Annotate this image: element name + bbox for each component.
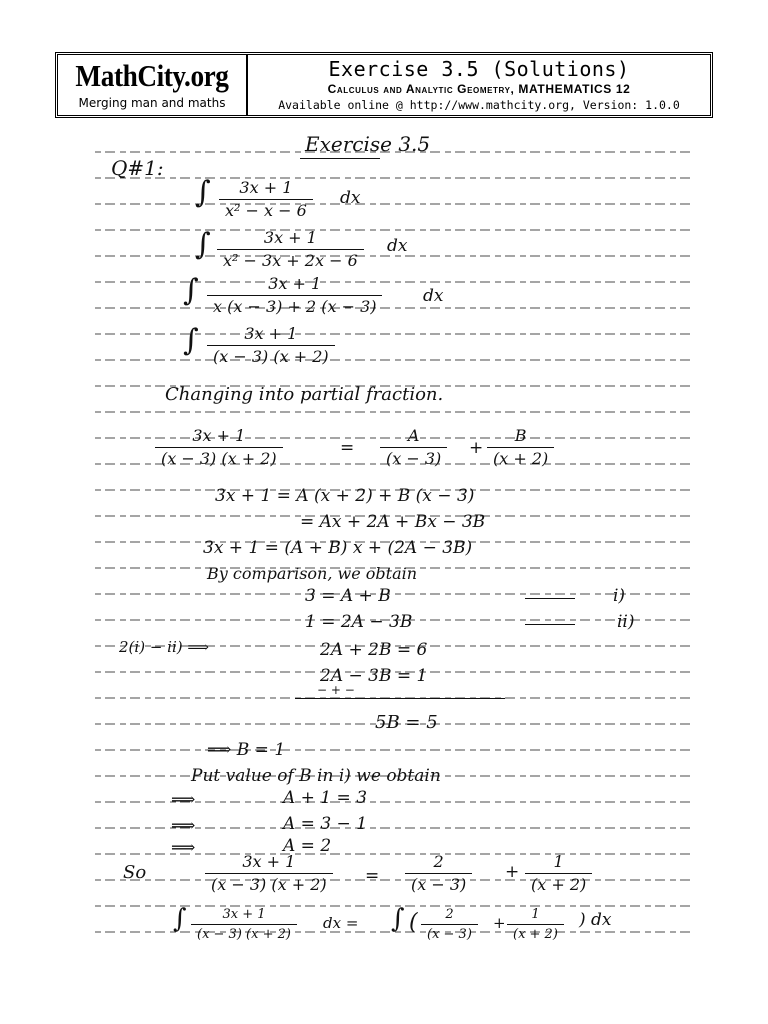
so-label: So	[123, 862, 147, 883]
implies-arrow: ⟹	[171, 838, 196, 858]
fraction	[205, 854, 333, 893]
denominator: x² − x − 6	[219, 199, 313, 219]
numerator: 3x + 1	[239, 178, 293, 197]
plus-sign: +	[493, 914, 506, 932]
fraction	[207, 276, 382, 315]
equals-sign: =	[340, 438, 355, 458]
denominator: (x − 3) (x + 2)	[191, 924, 297, 941]
denominator: (x + 2)	[525, 873, 592, 893]
step-line: 5B = 5	[375, 712, 438, 733]
question-label: Q#1:	[111, 156, 164, 180]
title-cell	[248, 55, 710, 115]
fraction	[487, 428, 554, 467]
dx-label: dx	[340, 188, 361, 208]
numerator: 3x + 1	[222, 907, 266, 922]
denominator: (x − 3) (x + 2)	[205, 873, 333, 893]
equation-i: 3 = A + B	[305, 586, 391, 606]
fraction	[191, 908, 297, 941]
availability-line[interactable]: Available online @ http://www.mathcity.org, Version: 1.0.0	[278, 98, 680, 112]
step-line: By comparison, we obtain	[207, 564, 418, 583]
tagline: Merging man and maths	[78, 96, 226, 110]
step-line: = Ax + 2A + Bx − 3B	[300, 512, 486, 532]
partial-fraction-heading: Changing into partial fraction.	[165, 384, 444, 405]
integral-sign: ∫	[183, 273, 199, 308]
fraction	[207, 326, 335, 365]
logo-cell	[58, 55, 248, 115]
denominator: x (x − 3) + 2 (x − 3)	[207, 295, 382, 315]
integral-sign: ∫	[195, 175, 211, 210]
fraction	[421, 908, 478, 941]
step-line: 3x + 1 = (A + B) x + (2A − 3B)	[203, 538, 473, 558]
header-box	[55, 52, 713, 118]
step-line: A + 1 = 3	[283, 788, 368, 808]
exercise-subtitle: Calculus and Analytic Geometry, MATHEMATICS 12	[327, 82, 631, 96]
numerator: 2	[433, 852, 444, 871]
denominator: (x − 3)	[380, 447, 447, 467]
numerator: 3x + 1	[268, 274, 322, 293]
step-line: A = 2	[283, 836, 332, 856]
denominator: (x − 3) (x + 2)	[207, 345, 335, 365]
fraction	[405, 854, 472, 893]
mathcity-logo[interactable]: MathCity.org	[75, 58, 229, 93]
step-line: A = 3 − 1	[283, 814, 368, 834]
operation-label: 2(i) − ii) ⟹	[119, 638, 209, 656]
numerator: 3x + 1	[263, 228, 317, 247]
fraction	[380, 428, 447, 467]
heading-underline	[300, 158, 380, 159]
fraction	[525, 854, 592, 893]
numerator: 3x + 1	[244, 324, 298, 343]
integral-sign: ∫	[173, 904, 187, 934]
denominator: (x + 2)	[487, 447, 554, 467]
numerator: 3x + 1	[192, 426, 246, 445]
denominator: (x + 2)	[507, 924, 564, 941]
numerator: B	[514, 426, 527, 445]
numerator: 1	[553, 852, 564, 871]
fraction	[219, 180, 313, 219]
plus-sign: +	[469, 438, 484, 458]
integral-sign: ∫	[195, 227, 211, 262]
numerator: 3x + 1	[242, 852, 296, 871]
denominator: x² − 3x + 2x − 6	[217, 249, 364, 269]
numerator: A	[407, 426, 420, 445]
numerator: 2	[445, 907, 454, 922]
numerator: 1	[531, 907, 540, 922]
implies-arrow: ⟹	[171, 816, 196, 836]
integral-sign: ∫	[391, 904, 405, 934]
step-line: Put value of B in i) we obtain	[191, 766, 441, 786]
dx-label: dx	[387, 236, 408, 256]
exercise-title: Exercise 3.5 (Solutions)	[328, 57, 630, 81]
plus-sign: +	[505, 862, 520, 882]
step-line: 2A − 3B = 1	[320, 666, 428, 686]
close-paren-dx: ) dx	[579, 910, 612, 930]
equation-tag: i)	[613, 586, 626, 606]
fraction	[507, 908, 564, 941]
fraction	[217, 230, 364, 269]
tag-line	[525, 624, 575, 625]
tag-line	[525, 598, 575, 599]
fraction	[155, 428, 283, 467]
equals-sign: =	[365, 866, 380, 886]
equation-tag: ii)	[617, 612, 635, 632]
dx-label: dx	[423, 286, 444, 306]
step-line: 3x + 1 = A (x + 2) + B (x − 3)	[215, 486, 475, 506]
notebook-page	[95, 122, 705, 962]
step-line: ⟹ B = 1	[207, 740, 286, 760]
open-paren: (	[409, 910, 418, 935]
denominator: (x − 3)	[405, 873, 472, 893]
dx-equals: dx =	[323, 914, 359, 932]
implies-arrow: ⟹	[171, 790, 196, 810]
page-heading: Exercise 3.5	[305, 132, 431, 156]
equation-ii: 1 = 2A − 3B	[305, 612, 413, 632]
denominator: (x − 3)	[421, 924, 478, 941]
integral-sign: ∫	[183, 323, 199, 358]
denominator: (x − 3) (x + 2)	[155, 447, 283, 467]
sum-bar	[295, 698, 505, 699]
subtraction-signs: − + −	[317, 683, 355, 697]
step-line: 2A + 2B = 6	[320, 640, 428, 660]
